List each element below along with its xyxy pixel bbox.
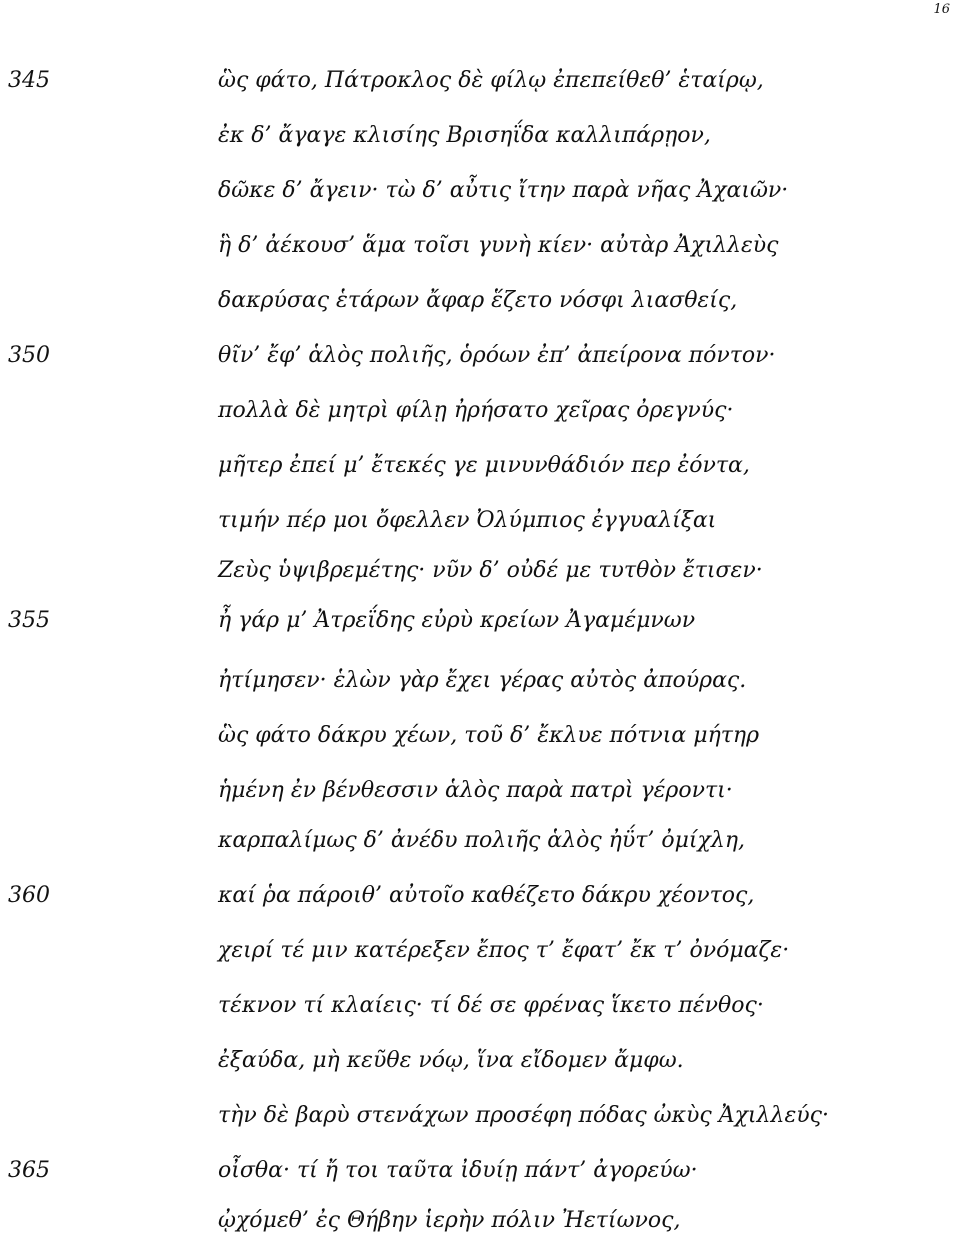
line-number-345: 345 bbox=[8, 68, 50, 93]
verse-line: ἦ γάρ μ’ Ἀτρεΐδης εὐρὺ κρείων Ἀγαμέμνων bbox=[218, 608, 696, 633]
page-number: 16 bbox=[933, 2, 950, 17]
verse-line: μῆτερ ἐπεί μ’ ἔτεκές γε μινυνθάδιόν περ ἐόντα, bbox=[218, 453, 750, 478]
verse-line: τιμήν πέρ μοι ὄφελλεν Ὀλύμπιος ἐγγυαλίξαι bbox=[218, 508, 717, 533]
verse-line: ἣ δ’ ἀέκουσ’ ἅμα τοῖσι γυνὴ κίεν· αὐτὰρ Ἀχιλλεὺς bbox=[218, 233, 779, 258]
verse-line: ἡμένη ἐν βένθεσσιν ἁλὸς παρὰ πατρὶ γέροντι· bbox=[218, 778, 733, 803]
verse-line: ἠτίμησεν· ἑλὼν γὰρ ἔχει γέρας αὐτὸς ἀπούρας. bbox=[218, 668, 747, 693]
line-number-365: 365 bbox=[8, 1158, 50, 1183]
verse-line: ᾠχόμεθ’ ἐς Θήβην ἱερὴν πόλιν Ἠετίωνος, bbox=[218, 1208, 681, 1233]
verse-line: καρπαλίμως δ’ ἀνέδυ πολιῆς ἁλὸς ἠΰτ’ ὀμίχλη, bbox=[218, 828, 745, 853]
verse-line: τὴν δὲ βαρὺ στενάχων προσέφη πόδας ὠκὺς Ἀχιλλεύς· bbox=[218, 1103, 829, 1128]
verse-line: πολλὰ δὲ μητρὶ φίλῃ ἠρήσατο χεῖρας ὀρεγνύς· bbox=[218, 398, 734, 423]
line-number-350: 350 bbox=[8, 343, 50, 368]
verse-line: τέκνον τί κλαίεις· τί δέ σε φρένας ἵκετο πένθος· bbox=[218, 993, 764, 1018]
verse-line: θῖν’ ἔφ’ ἁλὸς πολιῆς, ὁρόων ἐπ’ ἀπείρονα πόντον· bbox=[218, 343, 776, 368]
line-number-360: 360 bbox=[8, 883, 50, 908]
verse-line: ἐκ δ’ ἄγαγε κλισίης Βρισηΐδα καλλιπάρῃον, bbox=[218, 123, 711, 148]
verse-line: καί ῥα πάροιθ’ αὐτοῖο καθέζετο δάκρυ χέοντος, bbox=[218, 883, 755, 908]
verse-line: δακρύσας ἑτάρων ἄφαρ ἕζετο νόσφι λιασθείς, bbox=[218, 288, 738, 313]
verse-line: οἶσθα· τί ἤ τοι ταῦτα ἰδυίῃ πάντ’ ἀγορεύω· bbox=[218, 1158, 698, 1183]
verse-line: ὣς φάτο, Πάτροκλος δὲ φίλῳ ἐπεπείθεθ’ ἑταίρῳ, bbox=[218, 68, 764, 93]
verse-line: ἐξαύδα, μὴ κεῦθε νόῳ, ἵνα εἴδομεν ἄμφω. bbox=[218, 1048, 684, 1073]
verse-line: ὣς φάτο δάκρυ χέων, τοῦ δ’ ἔκλυε πότνια μήτηρ bbox=[218, 723, 760, 748]
verse-line: δῶκε δ’ ἄγειν· τὼ δ’ αὖτις ἴτην παρὰ νῆας Ἀχαιῶν· bbox=[218, 178, 789, 203]
verse-line: χειρί τέ μιν κατέρεξεν ἔπος τ’ ἔφατ’ ἔκ τ’ ὀνόμαζε· bbox=[218, 938, 790, 963]
line-number-355: 355 bbox=[8, 608, 50, 633]
verse-line: Ζεὺς ὑψιβρεμέτης· νῦν δ’ οὐδέ με τυτθὸν ἔτισεν· bbox=[218, 558, 763, 583]
